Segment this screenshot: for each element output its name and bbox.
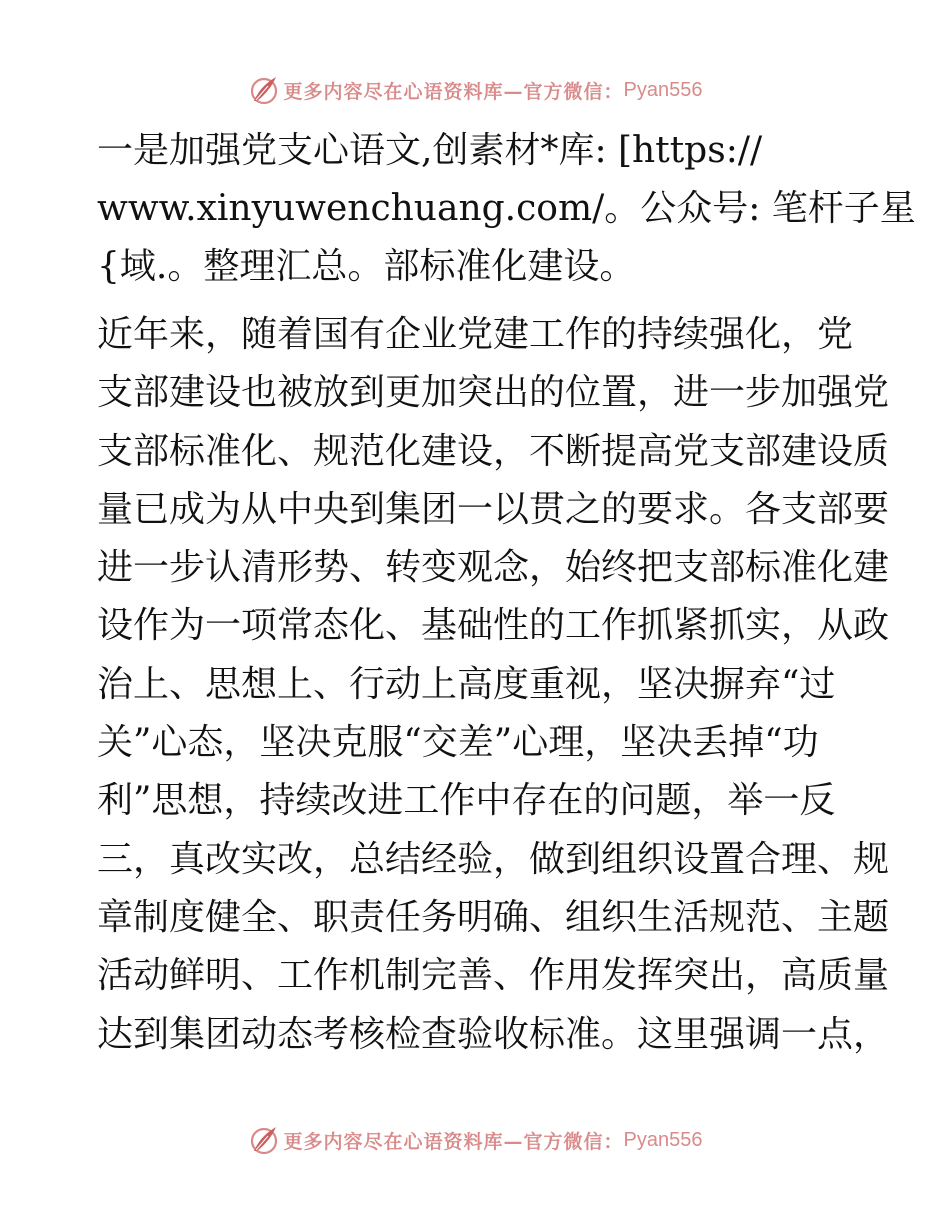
text-line: 三，真改实改，总结经验，做到组织设置合理、规 (97, 838, 890, 880)
text-line: 设作为一项常态化、基础性的工作抓紧抓实，从政 (97, 605, 890, 647)
watermark-header (0, 72, 950, 108)
text-line: 关”心态，坚决克服“交差”心理，坚决丢掉“功 (97, 722, 819, 764)
paragraph-2 (97, 306, 890, 1064)
text-line: 达到集团动态考核检查验收标准。这里强调一点， (97, 1013, 890, 1055)
watermark-text-cn: 更多内容尽在心语资料库—官方微信： (283, 1130, 624, 1153)
watermark-footer (0, 1122, 950, 1158)
text-line: 活动鲜明、工作机制完善、作用发挥突出，高质量 (97, 955, 890, 997)
text-line: 支部建设也被放到更加突出的位置，进一步加强党 (97, 372, 890, 414)
text-line: 章制度健全、职责任务明确、组织生活规范、主题 (97, 896, 890, 938)
text-line: {域.。整理汇总。部标准化建设。 (97, 246, 636, 287)
text-line: 治上、思想上、行动上高度重视，坚决摒弃“过 (97, 663, 836, 705)
text-line: 近年来，随着国有企业党建工作的持续强化，党 (97, 314, 854, 355)
watermark-wechat-id: Pyan556 (623, 78, 703, 101)
text-line: 一是加强党支心语文,创素材*库: [https:// (97, 130, 763, 171)
text-line: 进一步认清形势、转变观念，始终把支部标准化建 (97, 547, 890, 589)
watermark-wechat-id: Pyan556 (623, 1128, 703, 1151)
text-line: 支部标准化、规范化建设，不断提高党支部建设质 (97, 430, 890, 472)
feather-pen-logo-icon (248, 74, 280, 106)
text-line: 利”思想，持续改进工作中存在的问题，举一反 (97, 780, 836, 822)
paragraph-1 (97, 122, 916, 296)
watermark-text-cn: 更多内容尽在心语资料库—官方微信： (283, 80, 624, 103)
feather-pen-logo-icon (248, 1124, 280, 1156)
text-line: www.xinyuwenchuang.com/。公众号: 笔杆子星 (97, 188, 916, 229)
text-line: 量已成为从中央到集团一以贯之的要求。各支部要 (97, 488, 890, 530)
